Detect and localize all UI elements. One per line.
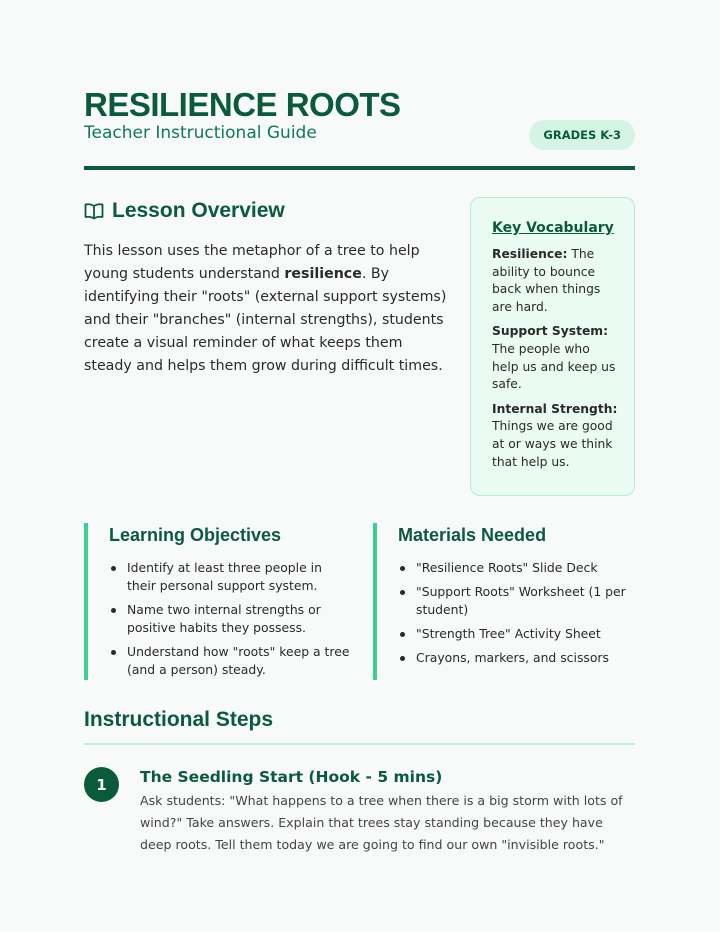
overview-heading	[84, 199, 285, 223]
material-item: Crayons, markers, and scissors	[398, 649, 635, 667]
overview-paragraph	[84, 240, 454, 378]
page-header	[84, 86, 635, 170]
objective-item: Name two internal strengths or positive habits they possess.	[109, 601, 354, 637]
material-item: "Support Roots" Worksheet (1 per student)	[398, 583, 635, 619]
overview-text-start: This lesson uses the metaphor of a tree to help young students understand	[84, 243, 420, 282]
vocabulary-term: Resilience:	[492, 247, 568, 261]
objective-item: Understand how "roots" keep a tree (and a person) steady.	[109, 643, 354, 679]
header-divider	[84, 166, 635, 170]
vocabulary-definition: Things we are good at or ways we think that help us.	[492, 419, 613, 469]
materials-section	[373, 523, 635, 680]
overview-text-emphasis: resilience	[284, 266, 362, 282]
page-subtitle: Teacher Instructional Guide	[84, 123, 317, 143]
step-title: The Seedling Start (Hook - 5 mins)	[140, 768, 443, 786]
book-icon	[84, 202, 104, 220]
step-number-badge: 1	[84, 767, 119, 802]
key-vocabulary-card	[470, 197, 635, 496]
material-item: "Resilience Roots" Slide Deck	[398, 559, 635, 577]
materials-title: Materials Needed	[398, 525, 547, 545]
vocabulary-item	[492, 323, 620, 393]
objectives-list	[109, 559, 354, 685]
vocabulary-title: Key Vocabulary	[492, 220, 614, 236]
vocabulary-term: Support System:	[492, 324, 609, 339]
lesson-guide-page	[84, 0, 635, 932]
vocabulary-definition: The people who help us and keep us safe.	[492, 341, 616, 392]
steps-divider	[84, 743, 635, 745]
vocabulary-definition: The ability to bounce back when things are hard.	[492, 247, 601, 314]
overview-text-end: . By identifying their "roots" (external support systems) and their "branches" (internal strengths), students create a visual reminder of what keeps them steady and helps them grow during difficult times.	[84, 266, 447, 374]
overview-title: Lesson Overview	[112, 199, 285, 222]
step-description: Ask students: "What happens to a tree when there is a big storm with lots of wind?" Take answers. Explain that trees stay standing because they have deep roots. Tell them today we are going to find our own "invisible roots."	[140, 793, 623, 852]
vocabulary-item	[492, 401, 620, 471]
grade-badge: GRADES K-3	[529, 120, 635, 150]
learning-objectives-section	[84, 523, 354, 680]
vocabulary-term: Internal Strength:	[492, 401, 618, 416]
page-title: RESILIENCE ROOTS	[84, 86, 401, 123]
materials-list	[398, 559, 635, 673]
objectives-title: Learning Objectives	[109, 525, 282, 545]
objective-item: Identify at least three people in their personal support system.	[109, 559, 354, 595]
vocabulary-item	[492, 246, 620, 316]
material-item: "Strength Tree" Activity Sheet	[398, 625, 635, 643]
steps-title: Instructional Steps	[84, 708, 274, 731]
